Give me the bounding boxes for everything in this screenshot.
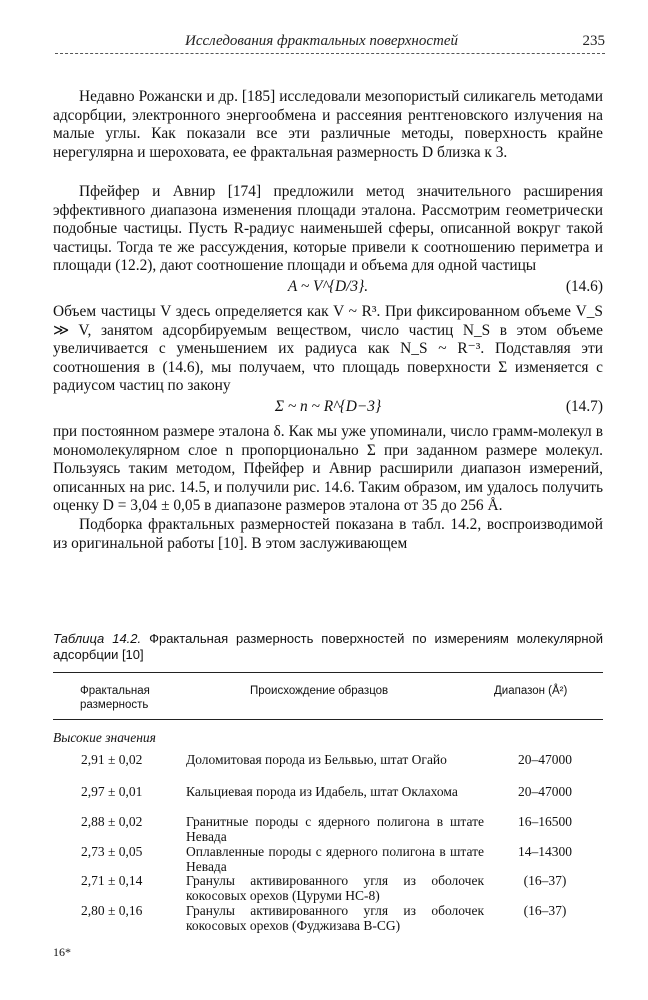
table-header-rule (53, 719, 603, 720)
table-row (53, 844, 603, 876)
paragraph-4-text: при постоянном размере эталона δ. Как мы уже упоминали, число грамм-молекул в мономолекулярном слое n пропорционально Σ при заданном размере молекул. Пользуясь таким методом, Пфейфер и Авнир расширили диапазон измерений, описанных на рис. 14.5, и получили рис. 14.6. Таким образом, им удалось получить оценку D = 3,04 ± 0,05 в диапазоне размеров эталона от 35 до 256 Å. (53, 422, 603, 515)
paragraph-5-text: Подборка фрактальных размерностей показана в табл. 14.2, воспроизводимой из оригинальной работы [10]. В этом заслуживающем (53, 515, 603, 552)
cell-dimension: 2,91 ± 0,02 (81, 752, 143, 767)
cell-origin: Кальциевая порода из Идабель, штат Оклахома (186, 784, 458, 799)
paragraph-1-text: Недавно Рожански и др. [185] исследовали мезопористый силикагель методами адсорбции, электронного энергообмена и рассеяния рентгеновского излучения на малые углы. Как показали все эти различные методы, поверхность крайне нерегулярна и шероховата, ее фрактальная размерность D близка к 3. (53, 88, 603, 161)
table-section-high: Высокие значения (53, 730, 156, 745)
table-row (53, 752, 603, 784)
formula-14-6-number: (14.6) (565, 277, 603, 295)
cell-dimension: 2,80 ± 0,16 (81, 903, 143, 918)
cell-dimension: 2,88 ± 0,02 (81, 814, 143, 829)
cell-origin: Доломитовая порода из Бельвью, штат Огайо (186, 752, 447, 767)
formula-14-6-expression: A ~ V^{D/3}. (287, 277, 369, 295)
formula-14-7 (53, 398, 603, 420)
table-row (53, 814, 603, 846)
cell-range: 14–14300 (518, 844, 572, 859)
cell-origin: Гранитные породы с ядерного полигона в штате Невада (186, 814, 484, 844)
cell-origin: Гранулы активированного угля из оболочек кокосовых орехов (Фуджизава B-CG) (186, 903, 484, 933)
formula-14-7-number: (14.7) (565, 397, 603, 415)
signature-mark: 16* (53, 945, 71, 959)
cell-origin: Оплавленные породы с ядерного полигона в штате Невада (186, 844, 484, 874)
cell-range: 20–47000 (518, 784, 572, 799)
cell-dimension: 2,71 ± 0,14 (81, 873, 143, 888)
table-row (53, 903, 603, 935)
formula-14-7-expression: Σ ~ n ~ R^{D−3} (274, 397, 382, 415)
running-header (55, 33, 605, 54)
header-range: Диапазон (Å²) (494, 685, 568, 697)
paragraph-1 (53, 88, 603, 162)
cell-range: 16–16500 (518, 814, 572, 829)
table-top-rule (53, 672, 603, 673)
table-caption-label: Таблица 14.2. (53, 631, 142, 646)
table-row (53, 873, 603, 905)
cell-range: (16–37) (523, 873, 567, 888)
paragraph-2-text: Пфейфер и Авнир [174] предложили метод значительного расширения эффективного диапазона изменения площади эталона. Рассмотрим геометрически подобные частицы. Пусть R-радиус наименьшей сферы, описанной вокруг такой частицы. Тогда те же рассуждения, которые привели к соотношению периметра и площади (12.2), дают соотношение площади и объема для одной частицы (53, 183, 603, 275)
table-caption-text: Фрактальная размерность поверхностей по измерениям молекулярной адсорбции [10] (53, 631, 603, 662)
page-number: 235 (582, 33, 605, 49)
cell-origin: Гранулы активированного угля из оболочек кокосовых орехов (Цуруми НС-8) (186, 873, 484, 903)
table-caption (53, 631, 603, 663)
cell-dimension: 2,97 ± 0,01 (81, 784, 143, 799)
cell-range: 20–47000 (518, 752, 572, 767)
header-dimension: Фрактальная размерность (80, 685, 150, 711)
paragraph-2-block (53, 183, 603, 553)
table-row (53, 784, 603, 816)
running-title: Исследования фрактальных поверхностей (185, 33, 458, 49)
header-origin: Происхождение образцов (250, 685, 389, 697)
paragraph-3-text: Объем частицы V здесь определяется как V ~ R³. При фиксированном объеме V_S ≫ V, занятом адсорбируемым веществом, число частиц N_S в этом объеме увеличивается с уменьшением их радиуса как N_S ~ R⁻³. Подставляя эти соотношения в (14.6), мы получаем, что площадь поверхности Σ изменяется с радиусом частиц по закону (53, 302, 603, 395)
formula-14-6 (53, 278, 603, 300)
cell-range: (16–37) (523, 903, 567, 918)
cell-dimension: 2,73 ± 0,05 (81, 844, 143, 859)
